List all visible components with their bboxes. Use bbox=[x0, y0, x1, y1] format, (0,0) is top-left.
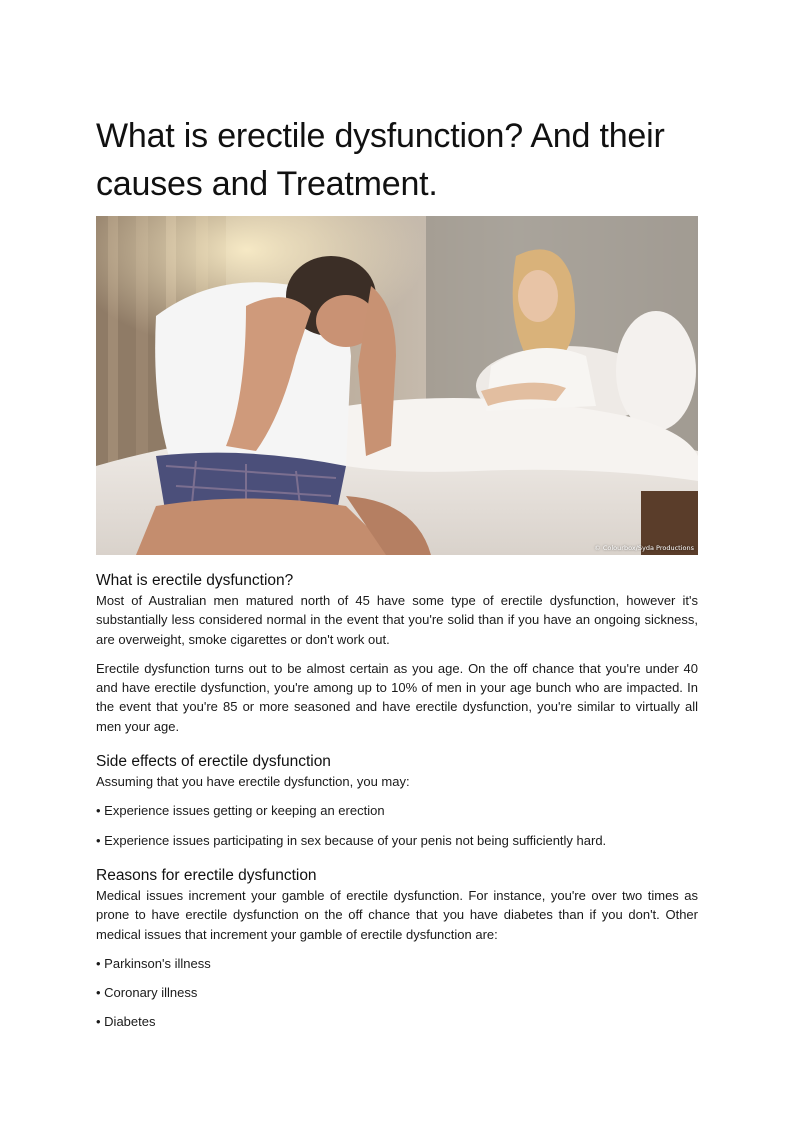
section-heading-side-effects: Side effects of erectile dysfunction bbox=[96, 753, 331, 771]
document-page bbox=[96, 112, 698, 1032]
bullet-item: • Experience issues participating in sex because of your penis not being sufficiently hard. bbox=[96, 832, 607, 848]
page-title: What is erectile dysfunction? And their causes and Treatment. bbox=[96, 117, 665, 203]
bullet-item: • Experience issues getting or keeping an erection bbox=[96, 803, 385, 819]
article-photo bbox=[96, 216, 698, 555]
section-intro: Assuming that you have erectile dysfunction, you may: bbox=[96, 774, 410, 790]
section-heading-what-is: What is erectile dysfunction? bbox=[96, 572, 294, 589]
bullet-item: • Coronary illness bbox=[96, 985, 198, 1001]
bullet-item: • Diabetes bbox=[96, 1014, 156, 1030]
bullet-item: • Parkinson's illness bbox=[96, 955, 211, 971]
section-paragraph: Erectile dysfunction turns out to be almost certain as you age. On the off chance that you're under 40 and have erectile dysfunction, you're among up to 10% of men in your age bunch who are impacted. In the event that you're 85 or more seasoned and have erectile dysfunction, you're similar to virtually all men your age. bbox=[96, 660, 698, 734]
section-paragraph: Most of Australian men matured north of 45 have some type of erectile dysfunction, however it's substantially less considered normal in the event that you're solid than if you have an ongoing sickness, are overweight, smoke cigarettes or don't work out. bbox=[96, 593, 698, 647]
section-intro: Medical issues increment your gamble of erectile dysfunction. For instance, you're over two times as prone to have erectile dysfunction on the off chance that you have diabetes than if you don't. Other medical issues that increment your gamble of erectile dysfunction are: bbox=[96, 887, 698, 942]
section-heading-reasons: Reasons for erectile dysfunction bbox=[96, 866, 317, 884]
photo-credit: © Colourbox/Syda Productions bbox=[594, 544, 694, 552]
